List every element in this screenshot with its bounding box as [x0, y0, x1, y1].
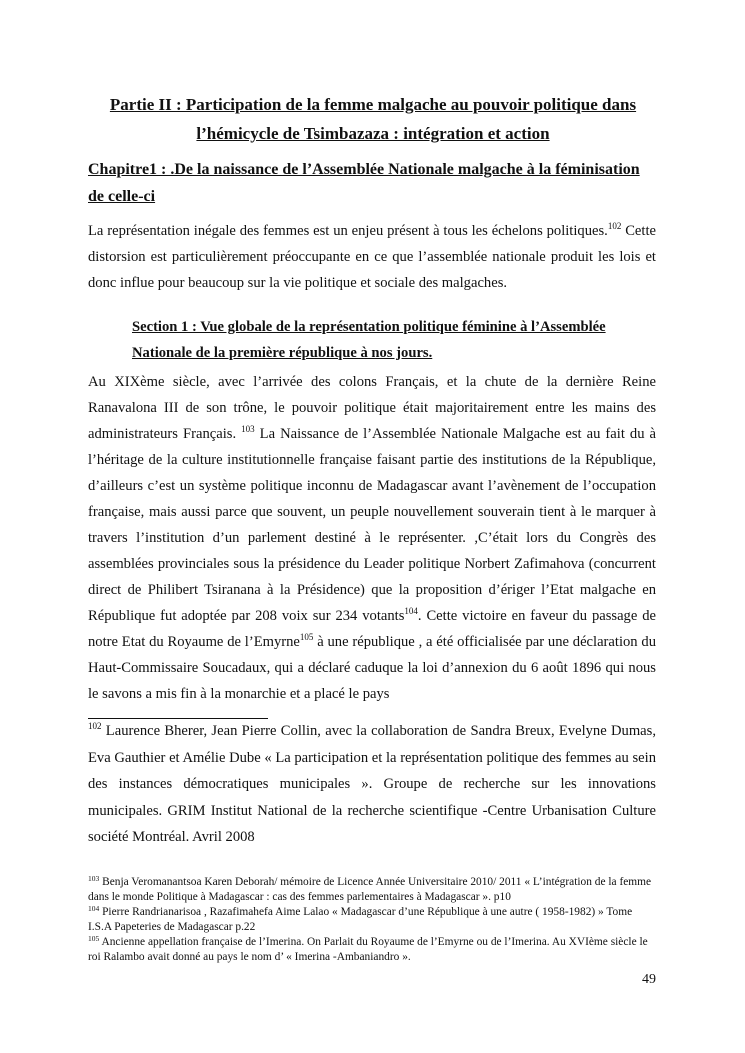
footnote-ref-105: 105	[299, 632, 314, 642]
body-text-4: à une république , a été officialisée par une déclaration du Haut-Commissaire Soucadaux, qui a déclaré caduque la loi d’annexion du 6 août 1896 qui nous le savons a mis fin à la monarchie et a placé le pays	[88, 634, 656, 702]
footnote-text: Laurence Bherer, Jean Pierre Collin, avec la collaboration de Sandra Breux, Evelyne Dumas, Eva Gauthier et Amélie Dube « La participation et la représentation politique des femmes au sein des instances démocratiques municipales ». Groupe de recherche sur les innovations municipales. GRIM Institut National de la recherche scientifique -Centre Urbanisation Culture société Montréal. Avril 2008	[88, 723, 656, 845]
footnote-ref-103: 103	[241, 424, 255, 434]
body-text-3: . Cette victoire en faveur du passage de notre Etat du Royaume de l’Emyrne	[88, 608, 656, 650]
footnote-text: Benja Veromanantsoa Karen Deborah/ mémoire de Licence Année Universitaire 2010/ 2011 « L’intégration de la femme dans le monde Politique à Madagascar : cas des femmes parlementaires à Madagascar ». p10	[88, 876, 652, 904]
footnote-103	[88, 875, 656, 905]
intro-text-1: La représentation inégale des femmes est un enjeu présent à tous les échelons politiques.	[88, 223, 608, 239]
footnote-text: Pierre Randrianarisoa , Razafimahefa Aime Lalao « Madagascar d’une République à une autre ( 1958-1982) » Tome I.S.A Papeteries de Madagascar p.22	[88, 906, 633, 934]
intro-paragraph	[88, 218, 656, 296]
footnote-102	[88, 718, 656, 851]
footnote-105	[88, 935, 656, 965]
intro-text-2: Cette distorsion est particulièrement préoccupante en ce que l’assemblée nationale produit les lois et donc influe pour beaucoup sur la vie politique et sociale des malgaches.	[88, 223, 656, 291]
footnote-number: 104	[88, 904, 100, 913]
body-text-2: La Naissance de l’Assemblée Nationale Malgache est au fait du à l’héritage de la culture institutionnelle française faisant partie des institutions de la République, d’ailleurs c’est un système politique inconnu de Madagascar avant l’avènement de l’occupation française, mais aussi parce que souvent, un peuple nouvellement souverain tient à le marquer à travers l’institution d’un parlement destiné à le représenter. ,C’était lors du Congrès des assemblées provinciales sous la présidence du Leader politique Norbert Zafimahova (concurrent direct de Philibert Tsiranana à la Présidence) que la proposition d’ériger l’Etat malgache en République fut adoptée par 208 voix sur 234 votants	[88, 426, 657, 624]
footnote-text: Ancienne appellation française de l’Imerina. On Parlait du Royaume de l’Emyrne ou de l’Imerina. Au XVIème siècle le roi Ralambo avait donné au pays le nom d’ « Imerina -Ambaniandro ».	[88, 936, 648, 964]
section-heading-line-2: Nationale de la première république à nos jours.	[132, 345, 433, 361]
part-title-line-1: Partie II : Participation de la femme malgache au pouvoir politique dans	[109, 95, 637, 114]
footnote-ref-104: 104	[404, 606, 418, 616]
footnote-number: 102	[88, 721, 102, 731]
part-title-line-2: l’hémicycle de Tsimbazaza : intégration et action	[196, 124, 550, 143]
body-paragraph	[88, 369, 656, 707]
chapter-heading: Chapitre1 : .De la naissance de l’Assemblée Nationale malgache à la féminisation de celle-ci	[88, 161, 640, 205]
footnote-number: 103	[88, 874, 100, 883]
page-number: 49	[642, 972, 656, 987]
footnote-number: 105	[88, 934, 100, 943]
section-heading	[132, 314, 652, 366]
footnote-ref-102: 102	[607, 221, 622, 231]
footnote-104	[88, 905, 656, 935]
section-heading-line-1: Section 1 : Vue globale de la représentation politique féminine à l’Assemblée	[132, 319, 606, 335]
body-text-1: Au XIXème siècle, avec l’arrivée des colons Français, et la chute de la dernière Reine Ranavalona III de son trône, le pouvoir politique était majoritairement entre les mains des administrateurs Français.	[88, 374, 656, 442]
part-title	[88, 90, 658, 148]
